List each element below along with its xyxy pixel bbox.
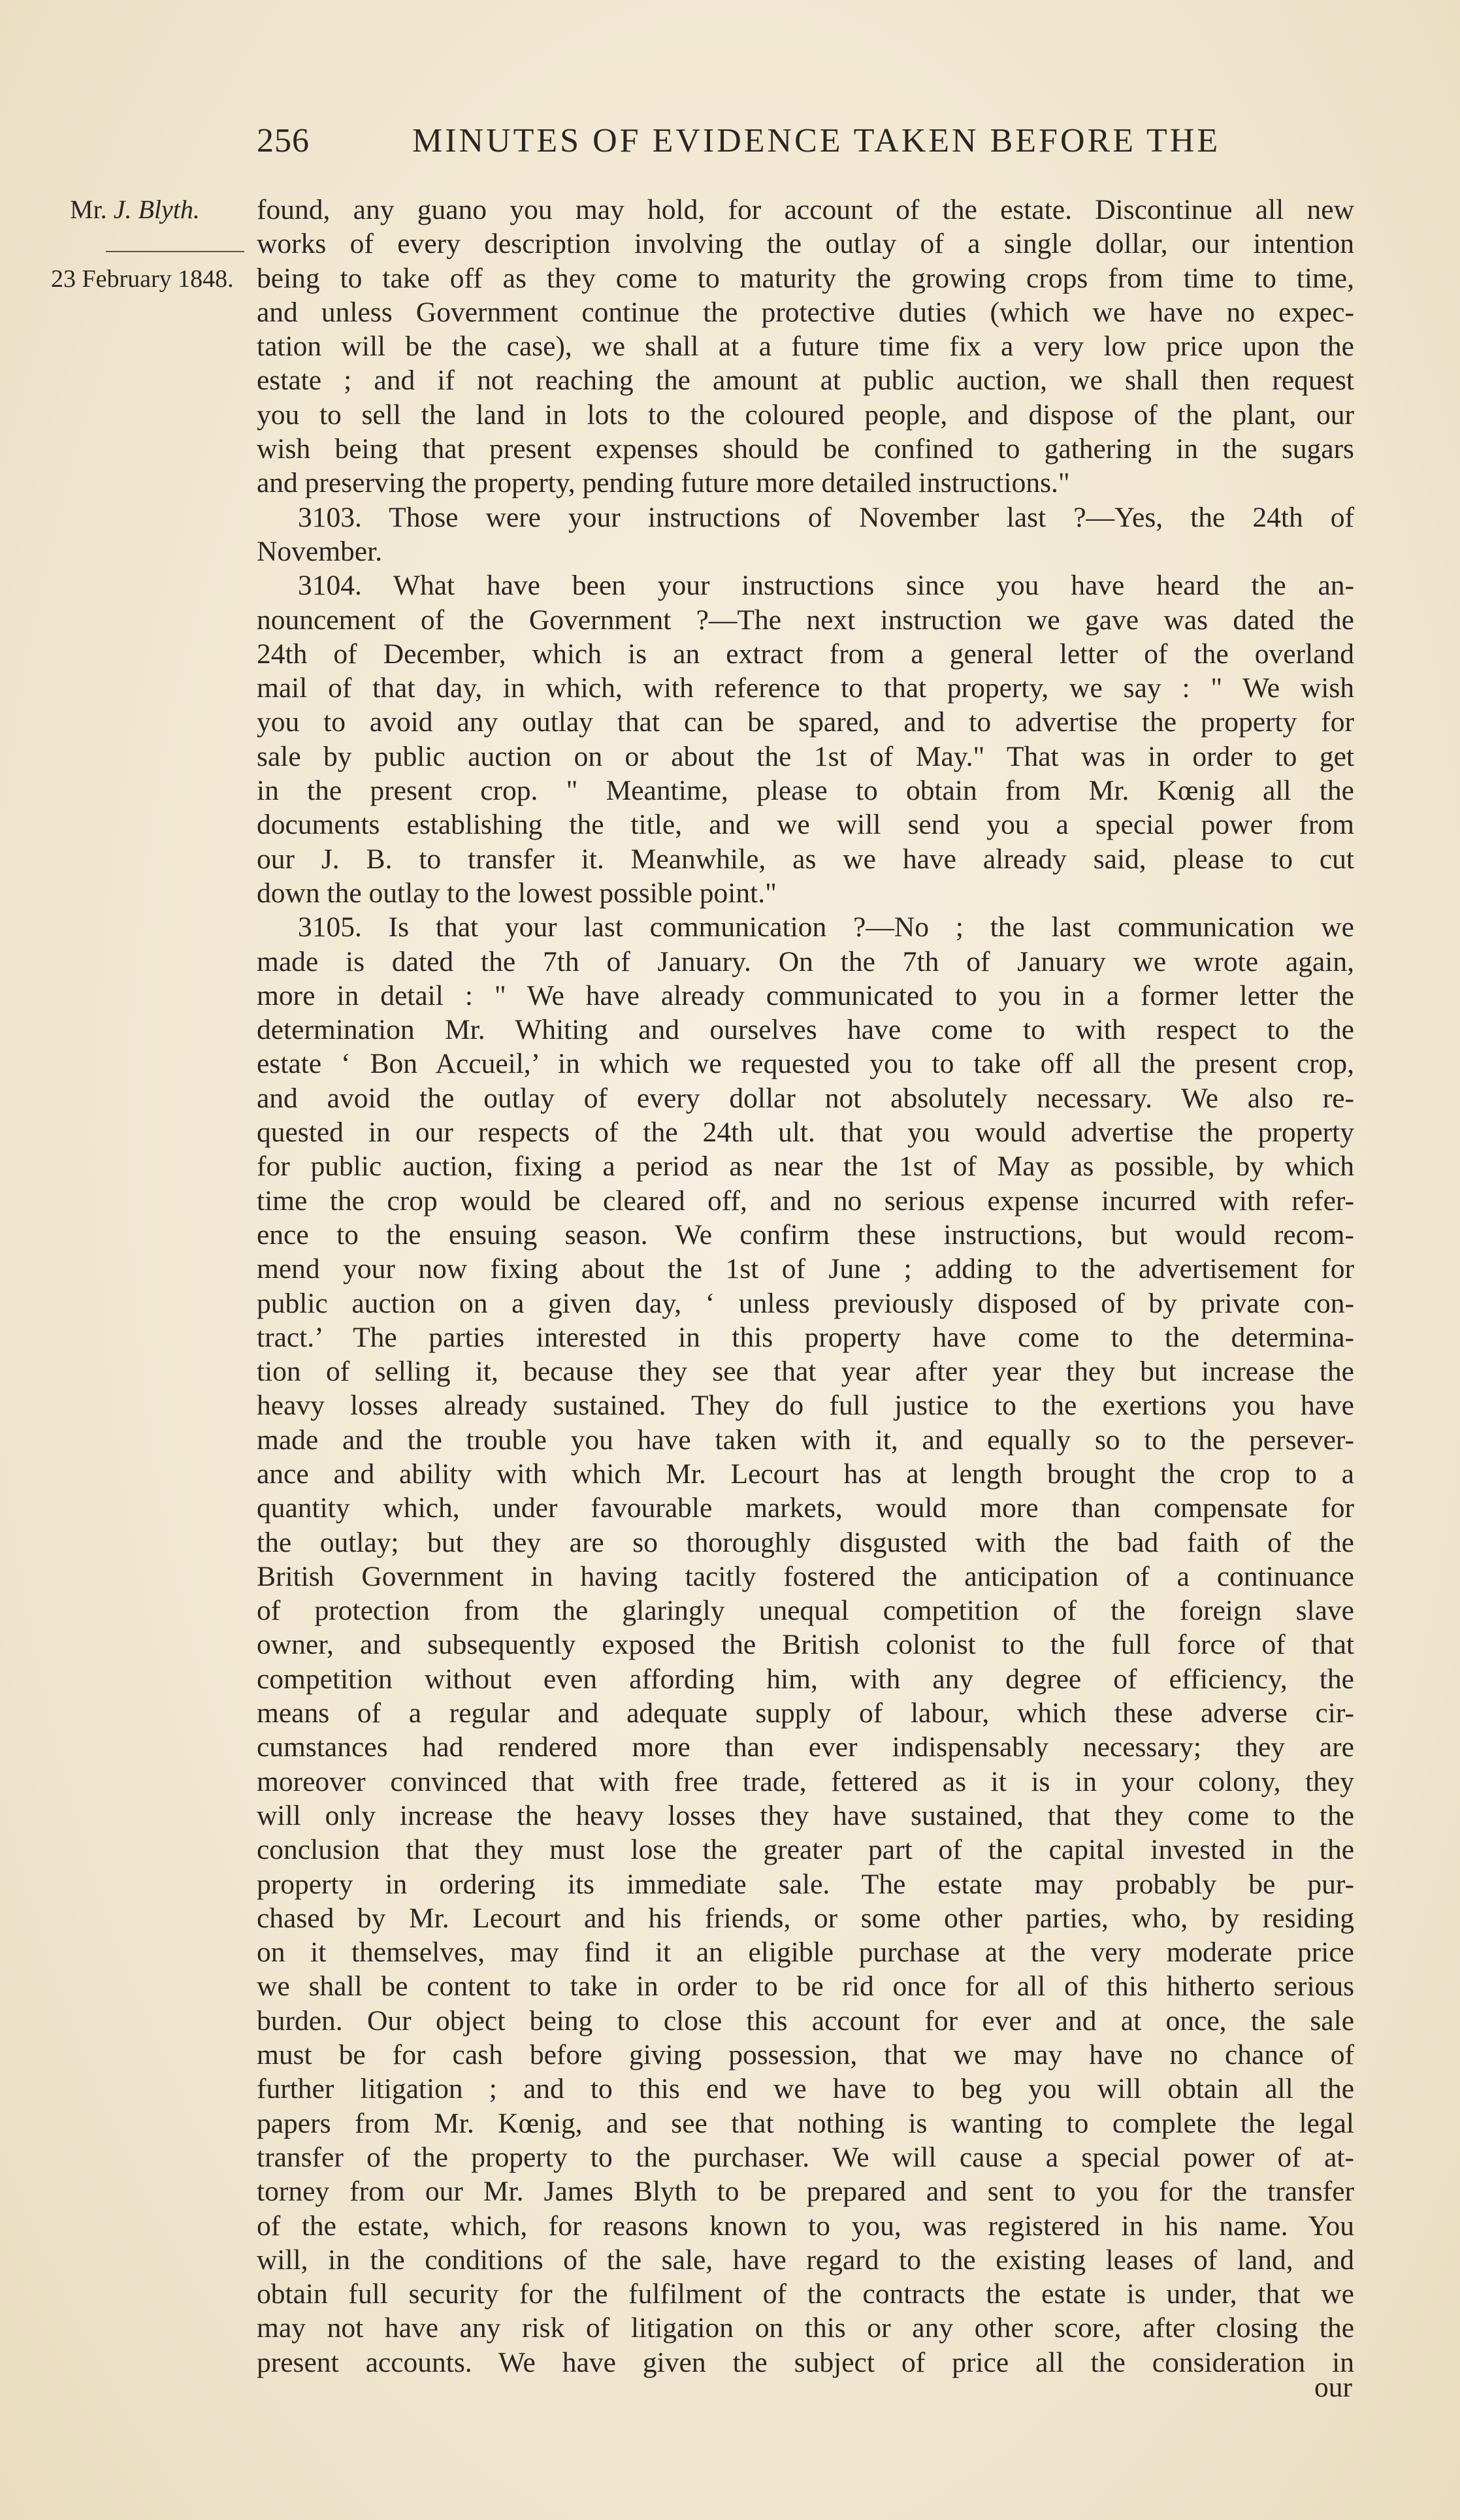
- text-line: time the crop would be cleared off, and no serious expense incurred with refer-: [257, 1185, 1354, 1217]
- text-line: you to sell the land in lots to the coloured people, and dispose of the plant, our: [257, 399, 1354, 431]
- text-line: our J. B. to transfer it. Meanwhile, as we have already said, please to cut: [257, 843, 1354, 875]
- text-line: determination Mr. Whiting and ourselves have come to with respect to the: [257, 1014, 1354, 1046]
- text-line: cumstances had rendered more than ever indispensably necessary; they are: [257, 1731, 1354, 1763]
- text-line: moreover convinced that with free trade, fettered as it is in your colony, they: [257, 1765, 1354, 1797]
- page-number: 256: [257, 122, 310, 159]
- text-line: competition without even affording him, with any degree of efficiency, the: [257, 1663, 1354, 1695]
- text-line: estate ‘ Bon Accueil,’ in which we requested you to take off all the present crop,: [257, 1048, 1354, 1080]
- text-line: November.: [257, 535, 383, 567]
- text-line: burden. Our object being to close this account for ever and at once, the sale: [257, 2005, 1354, 2037]
- text-line: must be for cash before giving possession, that we may have no chance of: [257, 2039, 1354, 2071]
- witness-name: J. Blyth.: [113, 195, 200, 224]
- text-line: made is dated the 7th of January. On the 7th of January we wrote again,: [257, 945, 1354, 977]
- text-line: quantity which, under favourable markets, would more than compensate for: [257, 1492, 1354, 1524]
- text-line: property in ordering its immediate sale. The estate may probably be pur-: [257, 1868, 1354, 1900]
- text-line: down the outlay to the lowest possible point.": [257, 877, 777, 909]
- text-line: present accounts. We have given the subject of price all the consideration in: [257, 2346, 1354, 2378]
- text-line: for public auction, fixing a period as near the 1st of May as possible, by which: [257, 1151, 1354, 1183]
- text-line: British Government in having tacitly fostered the anticipation of a continuance: [257, 1560, 1354, 1592]
- text-line: ance and ability with which Mr. Lecourt has at length brought the crop to a: [257, 1458, 1354, 1490]
- text-line: and unless Government continue the protective duties (which we have no expec-: [257, 296, 1354, 328]
- text-line: transfer of the property to the purchaser. We will cause a special power of at-: [257, 2141, 1354, 2173]
- text-line: tation will be the case), we shall at a future time fix a very low price upon the: [257, 331, 1354, 363]
- body-text: [257, 193, 1354, 2380]
- text-line: of the estate, which, for reasons known to you, was registered in his name. You: [257, 2210, 1354, 2242]
- text-line: and preserving the property, pending future more detailed instructions.": [257, 467, 1070, 499]
- text-line: you to avoid any outlay that can be spared, and to advertise the property for: [257, 706, 1354, 738]
- text-line: and avoid the outlay of every dollar not absolutely necessary. We also re-: [257, 1082, 1354, 1114]
- text-line: tract.’ The parties interested in this property have come to the determina-: [257, 1321, 1354, 1353]
- text-line: documents establishing the title, and we will send you a special power from: [257, 809, 1354, 841]
- text-line: conclusion that they must lose the greater part of the capital invested in the: [257, 1834, 1354, 1866]
- text-line: 3105. Is that your last communication ?—No ; the last communication we: [298, 911, 1354, 943]
- text-line: wish being that present expenses should be confined to gathering in the sugars: [257, 433, 1354, 465]
- text-line: sale by public auction on or about the 1st of May." That was in order to get: [257, 740, 1354, 772]
- text-line: found, any guano you may hold, for account of the estate. Discontinue all new: [257, 194, 1354, 225]
- text-line: will only increase the heavy losses they have sustained, that they come to the: [257, 1799, 1354, 1831]
- text-line: made and the trouble you have taken with it, and equally so to the persever-: [257, 1424, 1354, 1456]
- margin-divider: [106, 251, 244, 252]
- text-line: on it themselves, may find it an eligible purchase at the very moderate price: [257, 1937, 1354, 1969]
- text-line: of protection from the glaringly unequal competition of the foreign slave: [257, 1595, 1354, 1627]
- text-line: further litigation ; and to this end we have to beg you will obtain all the: [257, 2073, 1354, 2105]
- text-line: torney from our Mr. James Blyth to be prepared and sent to you for the transfer: [257, 2176, 1354, 2208]
- text-line: tion of selling it, because they see that year after year they but increase the: [257, 1356, 1354, 1388]
- witness-prefix: Mr.: [70, 195, 107, 224]
- text-line: means of a regular and adequate supply of labour, which these adverse cir-: [257, 1697, 1354, 1729]
- text-line: mend your now fixing about the 1st of June ; adding to the advertisement for: [257, 1253, 1354, 1285]
- text-line: heavy losses already sustained. They do full justice to the exertions you have: [257, 1390, 1354, 1422]
- text-line: in the present crop. " Meantime, please to obtain from Mr. Kœnig all the: [257, 775, 1354, 807]
- text-line: may not have any risk of litigation on this or any other score, after closing the: [257, 2312, 1354, 2344]
- text-line: being to take off as they come to maturity the growing crops from time to time,: [257, 262, 1354, 294]
- text-line: 3103. Those were your instructions of November last ?—Yes, the 24th of: [298, 501, 1354, 533]
- text-line: the outlay; but they are so thoroughly disgusted with the bad faith of the: [257, 1526, 1354, 1558]
- text-line: 24th of December, which is an extract from a general letter of the overland: [257, 638, 1354, 670]
- text-line: works of every description involving the outlay of a single dollar, our intention: [257, 228, 1354, 260]
- text-line: nouncement of the Government ?—The next instruction we gave was dated the: [257, 604, 1354, 636]
- text-line: owner, and subsequently exposed the British colonist to the full force of that: [257, 1629, 1354, 1661]
- text-line: more in detail : " We have already communicated to you in a former letter the: [257, 979, 1354, 1011]
- text-line: estate ; and if not reaching the amount at public auction, we shall then request: [257, 365, 1354, 397]
- text-line: public auction on a given day, ‘ unless previously disposed of by private con-: [257, 1287, 1354, 1319]
- margin-date: 23 February 1848.: [51, 265, 234, 293]
- catchword: our: [1314, 2372, 1352, 2403]
- text-line: quested in our respects of the 24th ult. that you would advertise the property: [257, 1117, 1354, 1149]
- text-line: we shall be content to take in order to be rid once for all of this hitherto serious: [257, 1971, 1354, 2003]
- text-line: will, in the conditions of the sale, have regard to the existing leases of land, and: [257, 2244, 1354, 2276]
- running-head: MINUTES OF EVIDENCE TAKEN BEFORE THE: [412, 122, 1221, 159]
- margin-witness-note: [70, 194, 246, 225]
- text-line: ence to the ensuing season. We confirm these instructions, but would recom-: [257, 1219, 1354, 1251]
- text-line: obtain full security for the fulfilment of the contracts the estate is under, that we: [257, 2278, 1354, 2310]
- text-line: papers from Mr. Kœnig, and see that nothing is wanting to complete the legal: [257, 2107, 1354, 2139]
- text-line: chased by Mr. Lecourt and his friends, or some other parties, who, by residing: [257, 1902, 1354, 1934]
- text-line: 3104. What have been your instructions since you have heard the an-: [298, 570, 1354, 602]
- text-line: mail of that day, in which, with reference to that property, we say : " We wish: [257, 672, 1354, 704]
